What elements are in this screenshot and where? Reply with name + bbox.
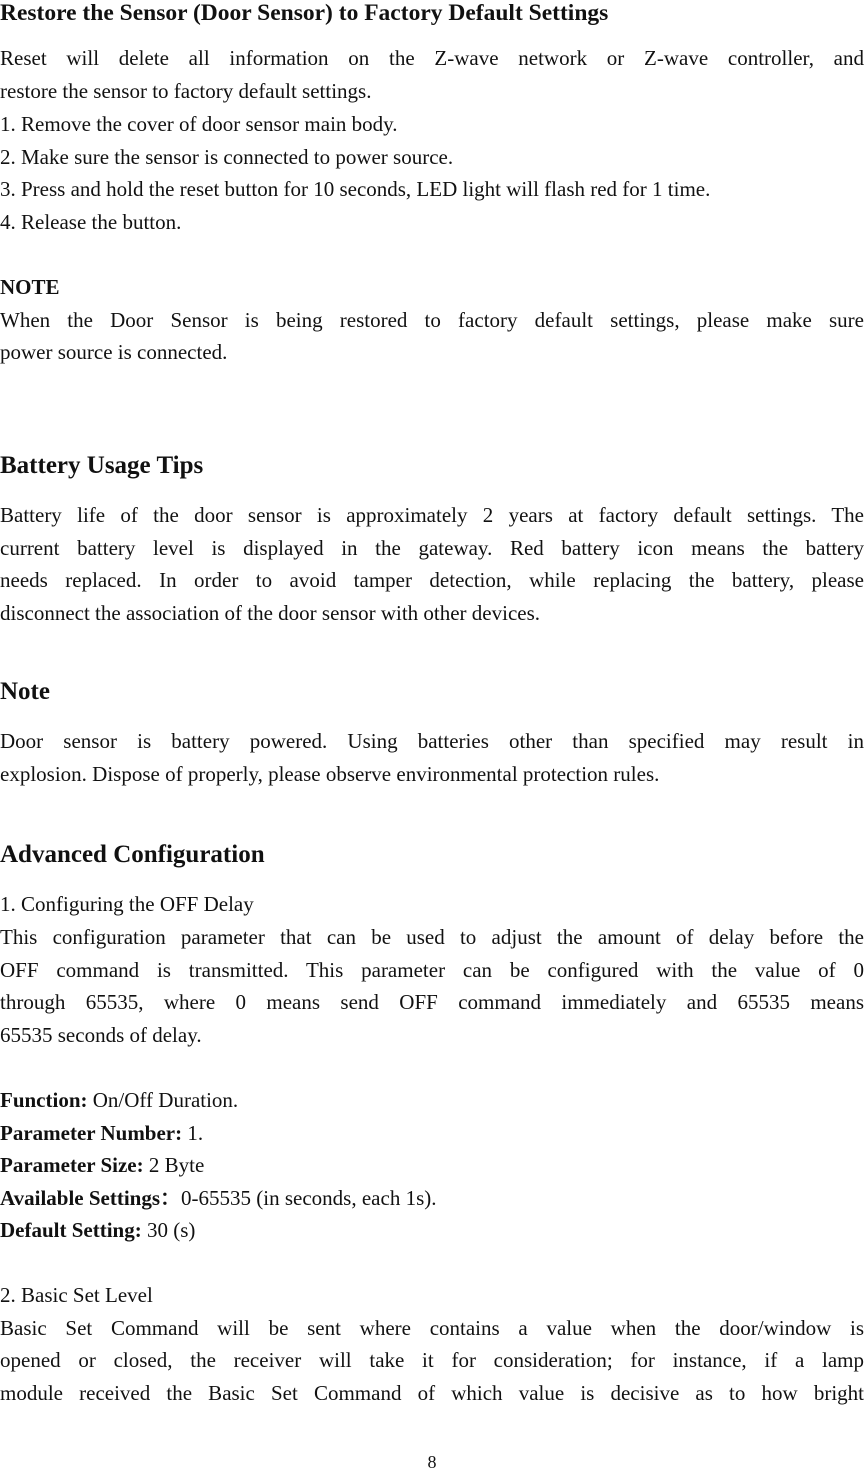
param-value: 30 (s) (141, 1218, 196, 1242)
param-label: Function: (0, 1088, 88, 1112)
battery-line-4: disconnect the association of the door sensor with other devices. (0, 601, 541, 625)
note-line-1: Door sensor is battery powered. Using batteries other than specified may result in (0, 729, 864, 753)
battery-line-1: Battery life of the door sensor is approximately 2 years at factory default settings. The (0, 503, 864, 527)
param-available-settings (0, 1186, 864, 1210)
param-label: Parameter Number: (0, 1121, 183, 1145)
advanced-item2-line-3: module received the Basic Set Command of which value is decisive as to how bright (0, 1381, 864, 1405)
note-line-2: explosion. Dispose of properly, please observe environmental protection rules. (0, 762, 660, 786)
restore-intro-line-1: Reset will delete all information on the Z-wave network or Z-wave controller, and (0, 46, 864, 70)
advanced-item2-line-2: opened or closed, the receiver will take it for consideration; for instance, if a lamp (0, 1348, 864, 1372)
restore-note-heading: NOTE (0, 275, 60, 299)
advanced-item1-line-4: 65535 seconds of delay. (0, 1023, 202, 1047)
param-label: Available Settings： (0, 1186, 182, 1210)
restore-note-line-2: power source is connected. (0, 340, 228, 364)
restore-step-4: 4. Release the button. (0, 210, 182, 234)
param-value: On/Off Duration. (87, 1088, 239, 1112)
restore-note-line-1: When the Door Sensor is being restored to factory default settings, please make sure (0, 308, 864, 332)
param-value: 1. (182, 1121, 204, 1145)
battery-line-3: needs replaced. In order to avoid tamper detection, while replacing the battery, please (0, 568, 864, 592)
battery-title: Battery Usage Tips (0, 452, 204, 479)
advanced-item1-line-3: through 65535, where 0 means send OFF command immediately and 65535 means (0, 990, 864, 1014)
advanced-title: Advanced Configuration (0, 841, 265, 868)
advanced-item1-heading: 1. Configuring the OFF Delay (0, 892, 254, 916)
restore-step-3: 3. Press and hold the reset button for 10 seconds, LED light will flash red for 1 time. (0, 177, 711, 201)
advanced-item1-line-1: This configuration parameter that can be used to adjust the amount of delay before the (0, 925, 864, 949)
restore-step-2: 2. Make sure the sensor is connected to power source. (0, 145, 454, 169)
battery-line-2: current battery level is displayed in the gateway. Red battery icon means the battery (0, 536, 864, 560)
restore-title: Restore the Sensor (Door Sensor) to Factory Default Settings (0, 0, 609, 26)
advanced-item2-line-1: Basic Set Command will be sent where contains a value when the door/window is (0, 1316, 864, 1340)
page-number: 8 (427, 1452, 437, 1472)
param-function (0, 1088, 864, 1112)
restore-step-1: 1. Remove the cover of door sensor main body. (0, 112, 398, 136)
param-label: Default Setting: (0, 1218, 142, 1242)
param-default-setting (0, 1218, 864, 1242)
advanced-item2-heading: 2. Basic Set Level (0, 1283, 153, 1307)
note-title: Note (0, 678, 50, 705)
param-value: 2 Byte (143, 1153, 205, 1177)
param-number (0, 1121, 864, 1145)
restore-intro-line-2: restore the sensor to factory default settings. (0, 79, 372, 103)
param-label: Parameter Size: (0, 1153, 144, 1177)
advanced-item1-line-2: OFF command is transmitted. This parameter can be configured with the value of 0 (0, 958, 864, 982)
param-size (0, 1153, 864, 1177)
param-value: 0-65535 (in seconds, each 1s). (181, 1186, 437, 1210)
